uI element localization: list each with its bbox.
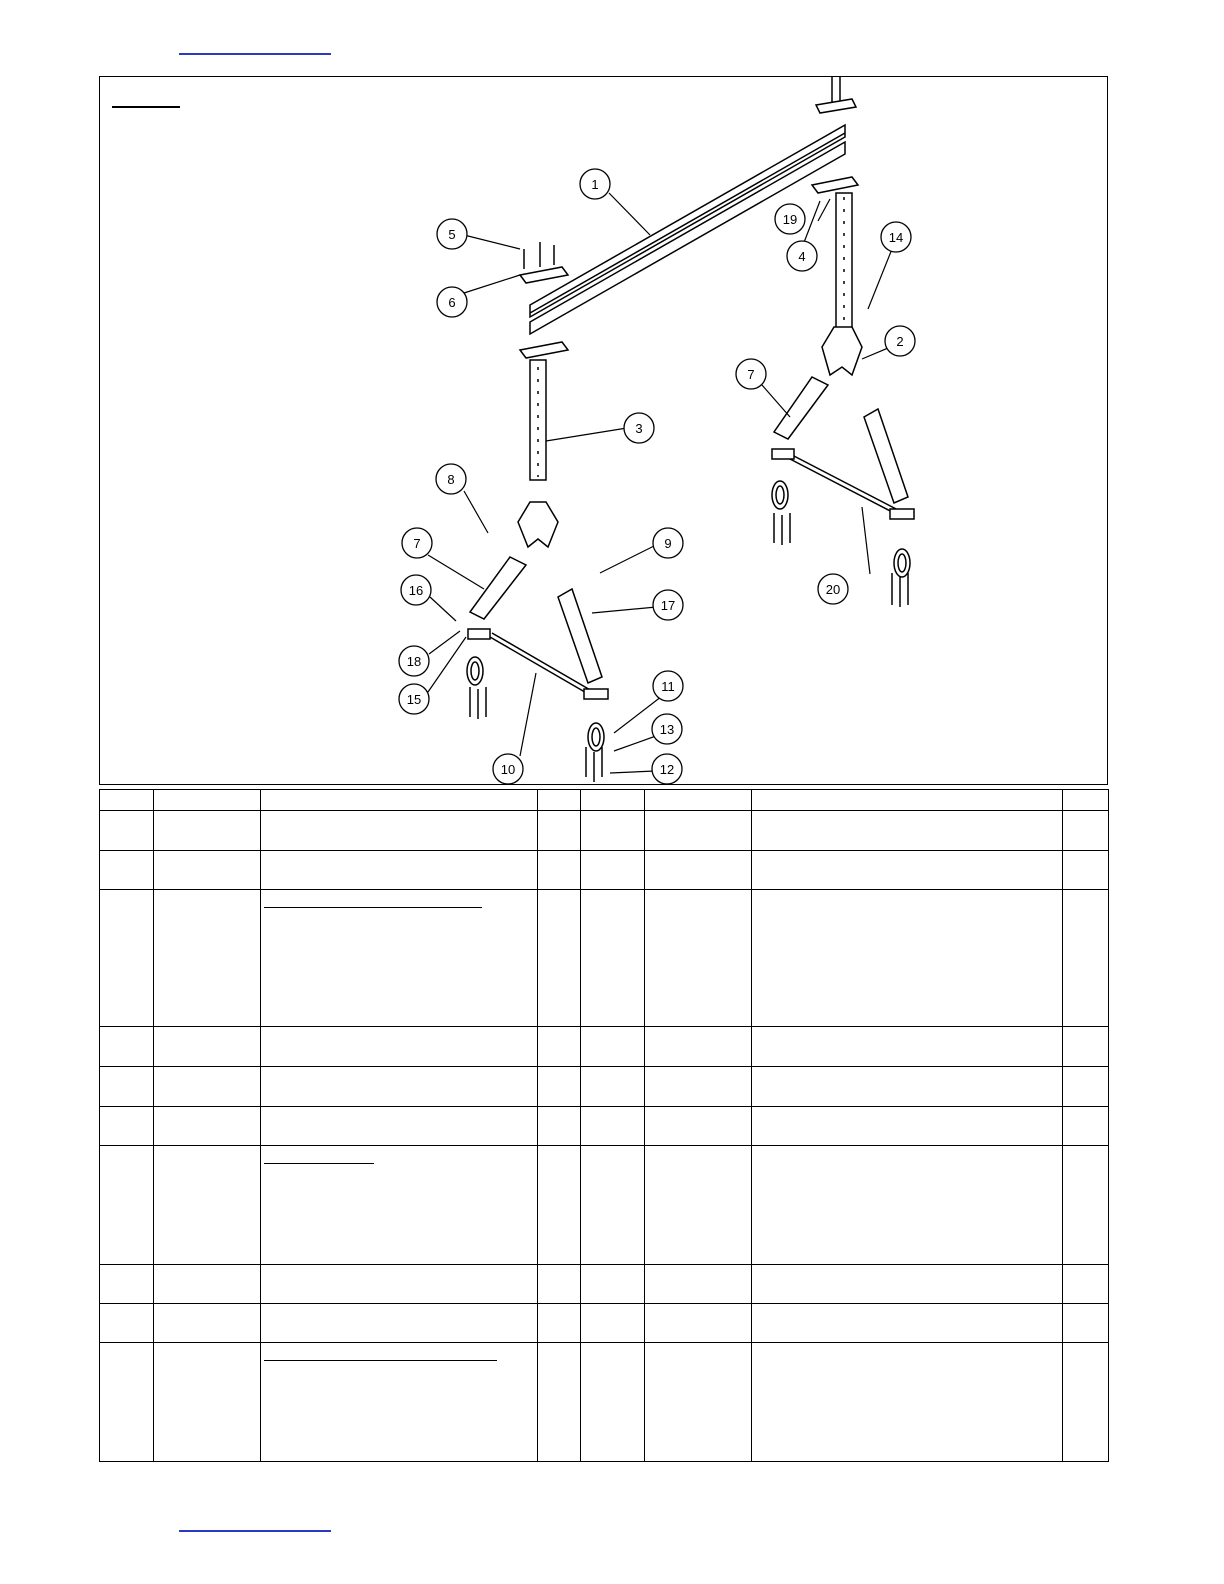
table-cell (581, 1304, 645, 1343)
callout-8: 8 (447, 472, 455, 487)
table-cell (154, 1107, 261, 1146)
table-cell (538, 811, 581, 851)
table-row (100, 1265, 1109, 1304)
table-cell (100, 1067, 154, 1107)
callout-10: 10 (500, 762, 516, 777)
table-cell (1063, 851, 1109, 890)
table-cell (538, 1304, 581, 1343)
table-cell (752, 1304, 1063, 1343)
table-cell (752, 1107, 1063, 1146)
table-cell (581, 1027, 645, 1067)
table-cell (752, 1067, 1063, 1107)
table-cell (645, 811, 752, 851)
table-row (100, 1343, 1109, 1462)
table-cell (645, 1265, 752, 1304)
callout-1: 1 (591, 177, 599, 192)
table-cell (645, 1027, 752, 1067)
callout-11: 11 (661, 679, 675, 694)
table-cell (100, 811, 154, 851)
header-cell (154, 790, 261, 811)
table-cell (154, 1027, 261, 1067)
table-cell (538, 1146, 581, 1265)
table-cell (154, 1265, 261, 1304)
callout-18: 18 (406, 654, 422, 669)
table-row (100, 1304, 1109, 1343)
table-cell (752, 811, 1063, 851)
table-cell (538, 1107, 581, 1146)
callout-5: 5 (448, 227, 456, 242)
callout-9: 9 (664, 536, 672, 551)
table-cell (538, 1343, 581, 1462)
callout-16: 16 (408, 583, 424, 598)
table-cell (1063, 1304, 1109, 1343)
table-cell (581, 1146, 645, 1265)
table-cell (100, 1107, 154, 1146)
table-cell (645, 890, 752, 1027)
table-cell (1063, 890, 1109, 1027)
header-cell (752, 790, 1063, 811)
table-cell (1063, 1146, 1109, 1265)
table-row (100, 811, 1109, 851)
table-cell (581, 1265, 645, 1304)
table-cell (752, 1146, 1063, 1265)
callout-7-right: 7 (747, 367, 755, 382)
callout-17: 17 (660, 598, 676, 613)
table-cell (645, 1107, 752, 1146)
table-cell (154, 811, 261, 851)
table-cell (538, 1265, 581, 1304)
table-cell (154, 851, 261, 890)
table-cell (154, 1067, 261, 1107)
header-cell (581, 790, 645, 811)
table-cell (261, 1067, 538, 1107)
underlined-heading (264, 1360, 497, 1361)
table-cell (581, 1107, 645, 1146)
table-cell (645, 1304, 752, 1343)
header-link[interactable] (179, 53, 331, 55)
table-row (100, 851, 1109, 890)
table-cell (752, 851, 1063, 890)
table-cell (100, 1146, 154, 1265)
table-cell (100, 1304, 154, 1343)
table-cell (581, 890, 645, 1027)
callout-14: 14 (888, 230, 904, 245)
table-cell (581, 851, 645, 890)
table-cell (261, 1343, 538, 1462)
callout-13: 13 (659, 722, 675, 737)
table-cell (261, 1146, 538, 1265)
table-cell (1063, 1343, 1109, 1462)
header-cell (645, 790, 752, 811)
table-cell (752, 1343, 1063, 1462)
table-cell (100, 851, 154, 890)
callout-12: 12 (659, 762, 675, 777)
table-cell (154, 1304, 261, 1343)
callout-2: 2 (896, 334, 904, 349)
table-row (100, 1146, 1109, 1265)
header-cell (261, 790, 538, 811)
table-cell (261, 851, 538, 890)
callout-15: 15 (406, 692, 422, 707)
table-row (100, 890, 1109, 1027)
table-cell (538, 851, 581, 890)
table-cell (752, 1027, 1063, 1067)
table-cell (538, 1027, 581, 1067)
table-cell (538, 1067, 581, 1107)
callout-4: 4 (798, 249, 806, 264)
underlined-heading (264, 1163, 374, 1164)
table-cell (645, 1343, 752, 1462)
table-cell (261, 890, 538, 1027)
table-cell (752, 1265, 1063, 1304)
table-cell (100, 1343, 154, 1462)
underlined-heading (264, 907, 482, 908)
table-row (100, 1027, 1109, 1067)
table-row (100, 1067, 1109, 1107)
callout-20: 20 (825, 582, 841, 597)
table-header-row (100, 790, 1109, 811)
callout-3: 3 (635, 421, 643, 436)
footer-link[interactable] (179, 1530, 331, 1532)
table-cell (100, 1027, 154, 1067)
table-cell (100, 1265, 154, 1304)
table-cell (1063, 1107, 1109, 1146)
table-cell (645, 1067, 752, 1107)
table-cell (154, 1343, 261, 1462)
exploded-assembly-figure (99, 76, 1108, 785)
table-cell (261, 1027, 538, 1067)
table-cell (261, 1265, 538, 1304)
parts-list-table (99, 789, 1109, 1462)
table-cell (752, 890, 1063, 1027)
table-cell (261, 1107, 538, 1146)
table-cell (154, 1146, 261, 1265)
table-cell (154, 890, 261, 1027)
table-cell (1063, 1067, 1109, 1107)
header-cell (538, 790, 581, 811)
table-cell (645, 851, 752, 890)
callout-19: 19 (782, 212, 798, 227)
table-cell (100, 890, 154, 1027)
table-cell (1063, 1027, 1109, 1067)
header-cell (100, 790, 154, 811)
gantry-crane-drawing (100, 77, 1108, 785)
table-cell (538, 890, 581, 1027)
callout-7-left: 7 (413, 536, 421, 551)
table-cell (261, 1304, 538, 1343)
header-cell (1063, 790, 1109, 811)
table-cell (1063, 1265, 1109, 1304)
table-cell (581, 1067, 645, 1107)
table-cell (581, 1343, 645, 1462)
table-row (100, 1107, 1109, 1146)
table-cell (645, 1146, 752, 1265)
callout-6: 6 (448, 295, 456, 310)
table-cell (1063, 811, 1109, 851)
table-cell (261, 811, 538, 851)
table-cell (581, 811, 645, 851)
